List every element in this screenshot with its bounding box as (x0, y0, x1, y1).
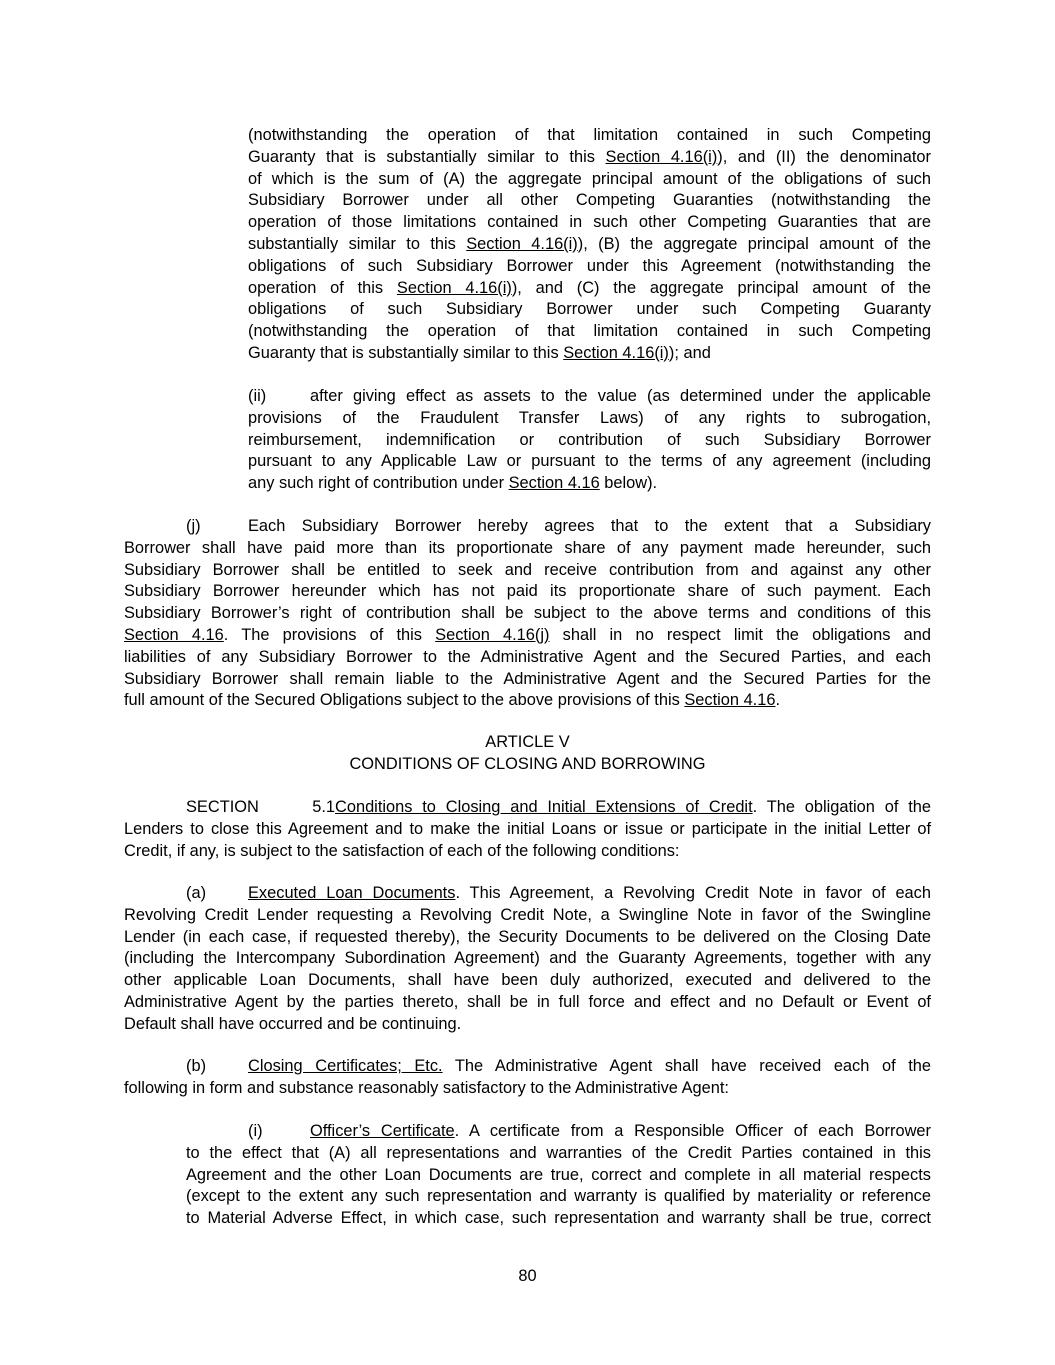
text-line: Subsidiary Borrower shall be entitled to seek and receive contribution from and against any other (124, 560, 931, 579)
text-line: Subsidiary Borrower shall remain liable to the Administrative Agent and the Secured Parties for the (124, 669, 931, 688)
item-label: (i) (248, 1122, 263, 1140)
item-label: (a) (186, 884, 207, 902)
item-heading: Executed Loan Documents (248, 884, 456, 902)
text-line: to Material Adverse Effect, in which case, such representation and warranty shall be true, correct (186, 1209, 931, 1228)
text-line: any such right of contribution under Section 4.16 below). (248, 474, 658, 493)
text-line: to the effect that (A) all representations and warranties of the Credit Parties contained in this (186, 1143, 931, 1162)
text-line: obligations of such Subsidiary Borrower under such Competing Guaranty (248, 300, 931, 319)
text-line: Guaranty that is substantially similar to this Section 4.16(i)); and (248, 343, 711, 362)
text-line: Credit, if any, is subject to the satisfaction of each of the following conditions: (124, 841, 680, 860)
article-title: ARTICLE V (485, 733, 570, 751)
item-heading: Closing Certificates; Etc. (248, 1057, 443, 1075)
section-reference: Section 4.16(i) (563, 343, 669, 362)
text-line: Agreement and the other Loan Documents are true, correct and complete in all material respects (186, 1165, 931, 1184)
text-line: liabilities of any Subsidiary Borrower to the Administrative Agent and the Secured Parties, and each (124, 647, 931, 666)
text-line: (j) Each Subsidiary Borrower hereby agrees that to the extent that a Subsidiary (124, 516, 931, 538)
item-a (124, 883, 931, 1036)
section-reference: Section 4.16 (508, 474, 600, 493)
section-reference: Section 4.16(i) (466, 234, 578, 253)
section-reference: Section 4.16 (124, 625, 224, 644)
clause-label: (ii) (248, 387, 267, 405)
text-line: (notwithstanding the operation of that limitation contained in such Competing (248, 322, 931, 341)
clause-ii (248, 386, 931, 495)
text-line: pursuant to any Applicable Law or pursuant to the terms of any agreement (including (248, 452, 931, 471)
clause-label: (j) (186, 517, 201, 535)
section-reference: Section 4.16(i) (396, 278, 512, 297)
page-number: 80 (518, 1267, 537, 1285)
text-line: Lender (in each case, if requested thereby), the Security Documents to be delivered on the Closing Date (124, 927, 931, 946)
section-5-1 (124, 797, 931, 862)
text-line: (including the Intercompany Subordination Agreement) and the Guaranty Agreements, together with any (124, 949, 931, 968)
text-line: of which is the sum of (A) the aggregate principal amount of the obligations of such (248, 169, 931, 188)
text-line: provisions of the Fraudulent Transfer Laws) of any rights to subrogation, (248, 408, 931, 427)
text-line: Borrower shall have paid more than its proportionate share of any payment made hereunder, such (124, 538, 931, 557)
text-line: Lenders to close this Agreement and to make the initial Loans or issue or participate in the initial Letter of (124, 819, 931, 838)
text-line: (b) Closing Certificates; Etc. The Administrative Agent shall have received each of the (124, 1056, 931, 1078)
text-line: Subsidiary Borrower’s right of contribution shall be subject to the above terms and conditions of this (124, 604, 931, 623)
section-heading: Conditions to Closing and Initial Extensions of Credit (335, 798, 753, 816)
text-line: other applicable Loan Documents, shall have been duly authorized, executed and delivered to the (124, 971, 931, 990)
text-line: reimbursement, indemnification or contribution of such Subsidiary Borrower (248, 430, 931, 449)
text-line: following in form and substance reasonably satisfactory to the Administrative Agent: (124, 1078, 729, 1097)
text-line: (i) Officer’s Certificate. A certificate from a Responsible Officer of each Borrower (186, 1121, 931, 1143)
text-line: Administrative Agent by the parties thereto, shall be in full force and effect and no Default or Event of (124, 992, 931, 1011)
text-line: Section 4.16. The provisions of this Section 4.16(j) shall in no respect limit the obligations and (124, 625, 932, 644)
item-i (186, 1121, 931, 1230)
section-reference: Section 4.16(j) (435, 625, 550, 644)
text-line: operation of those limitations contained in such other Competing Guaranties that are (248, 213, 931, 232)
text-line: operation of this Section 4.16(i)), and (C) the aggregate principal amount of the (248, 278, 931, 297)
paragraph-continuation (248, 125, 931, 365)
text-line: obligations of such Subsidiary Borrower under this Agreement (notwithstanding the (248, 256, 931, 275)
text-line: full amount of the Secured Obligations subject to the above provisions of this Section 4.16. (124, 691, 781, 710)
text-line: Revolving Credit Lender requesting a Revolving Credit Note, a Swingline Note in favor of the Swingline (124, 905, 931, 924)
article-subtitle: CONDITIONS OF CLOSING AND BORROWING (349, 755, 706, 773)
text-line: substantially similar to this Section 4.16(i)), (B) the aggregate principal amount of the (248, 234, 932, 253)
clause-j (124, 516, 931, 712)
text-line: (a) Executed Loan Documents. This Agreement, a Revolving Credit Note in favor of each (124, 883, 931, 905)
section-reference: Section 4.16 (684, 691, 776, 710)
item-b (124, 1056, 931, 1100)
text-line: (notwithstanding the operation of that limitation contained in such Competing (248, 126, 931, 144)
text-line: Subsidiary Borrower under all other Competing Guaranties (notwithstanding the (248, 191, 931, 210)
text-line: Guaranty that is substantially similar to this Section 4.16(i)), and (II) the denominator (248, 147, 931, 166)
item-label: (b) (186, 1057, 207, 1075)
section-label: SECTION 5.1 (186, 798, 335, 816)
text-line: SECTION 5.1Conditions to Closing and Initial Extensions of Credit. The obligation of the (124, 797, 931, 819)
section-reference: Section 4.16(i) (605, 147, 718, 166)
text-line: Default shall have occurred and be continuing. (124, 1014, 462, 1033)
item-heading: Officer’s Certificate (310, 1122, 455, 1140)
text-line: Subsidiary Borrower hereunder which has not paid its proportionate share of such payment. Each (124, 582, 931, 601)
text-line: (ii) after giving effect as assets to the value (as determined under the applicable (248, 386, 931, 408)
text-line: (except to the extent any such representation and warranty is qualified by materiality or reference (186, 1187, 931, 1206)
